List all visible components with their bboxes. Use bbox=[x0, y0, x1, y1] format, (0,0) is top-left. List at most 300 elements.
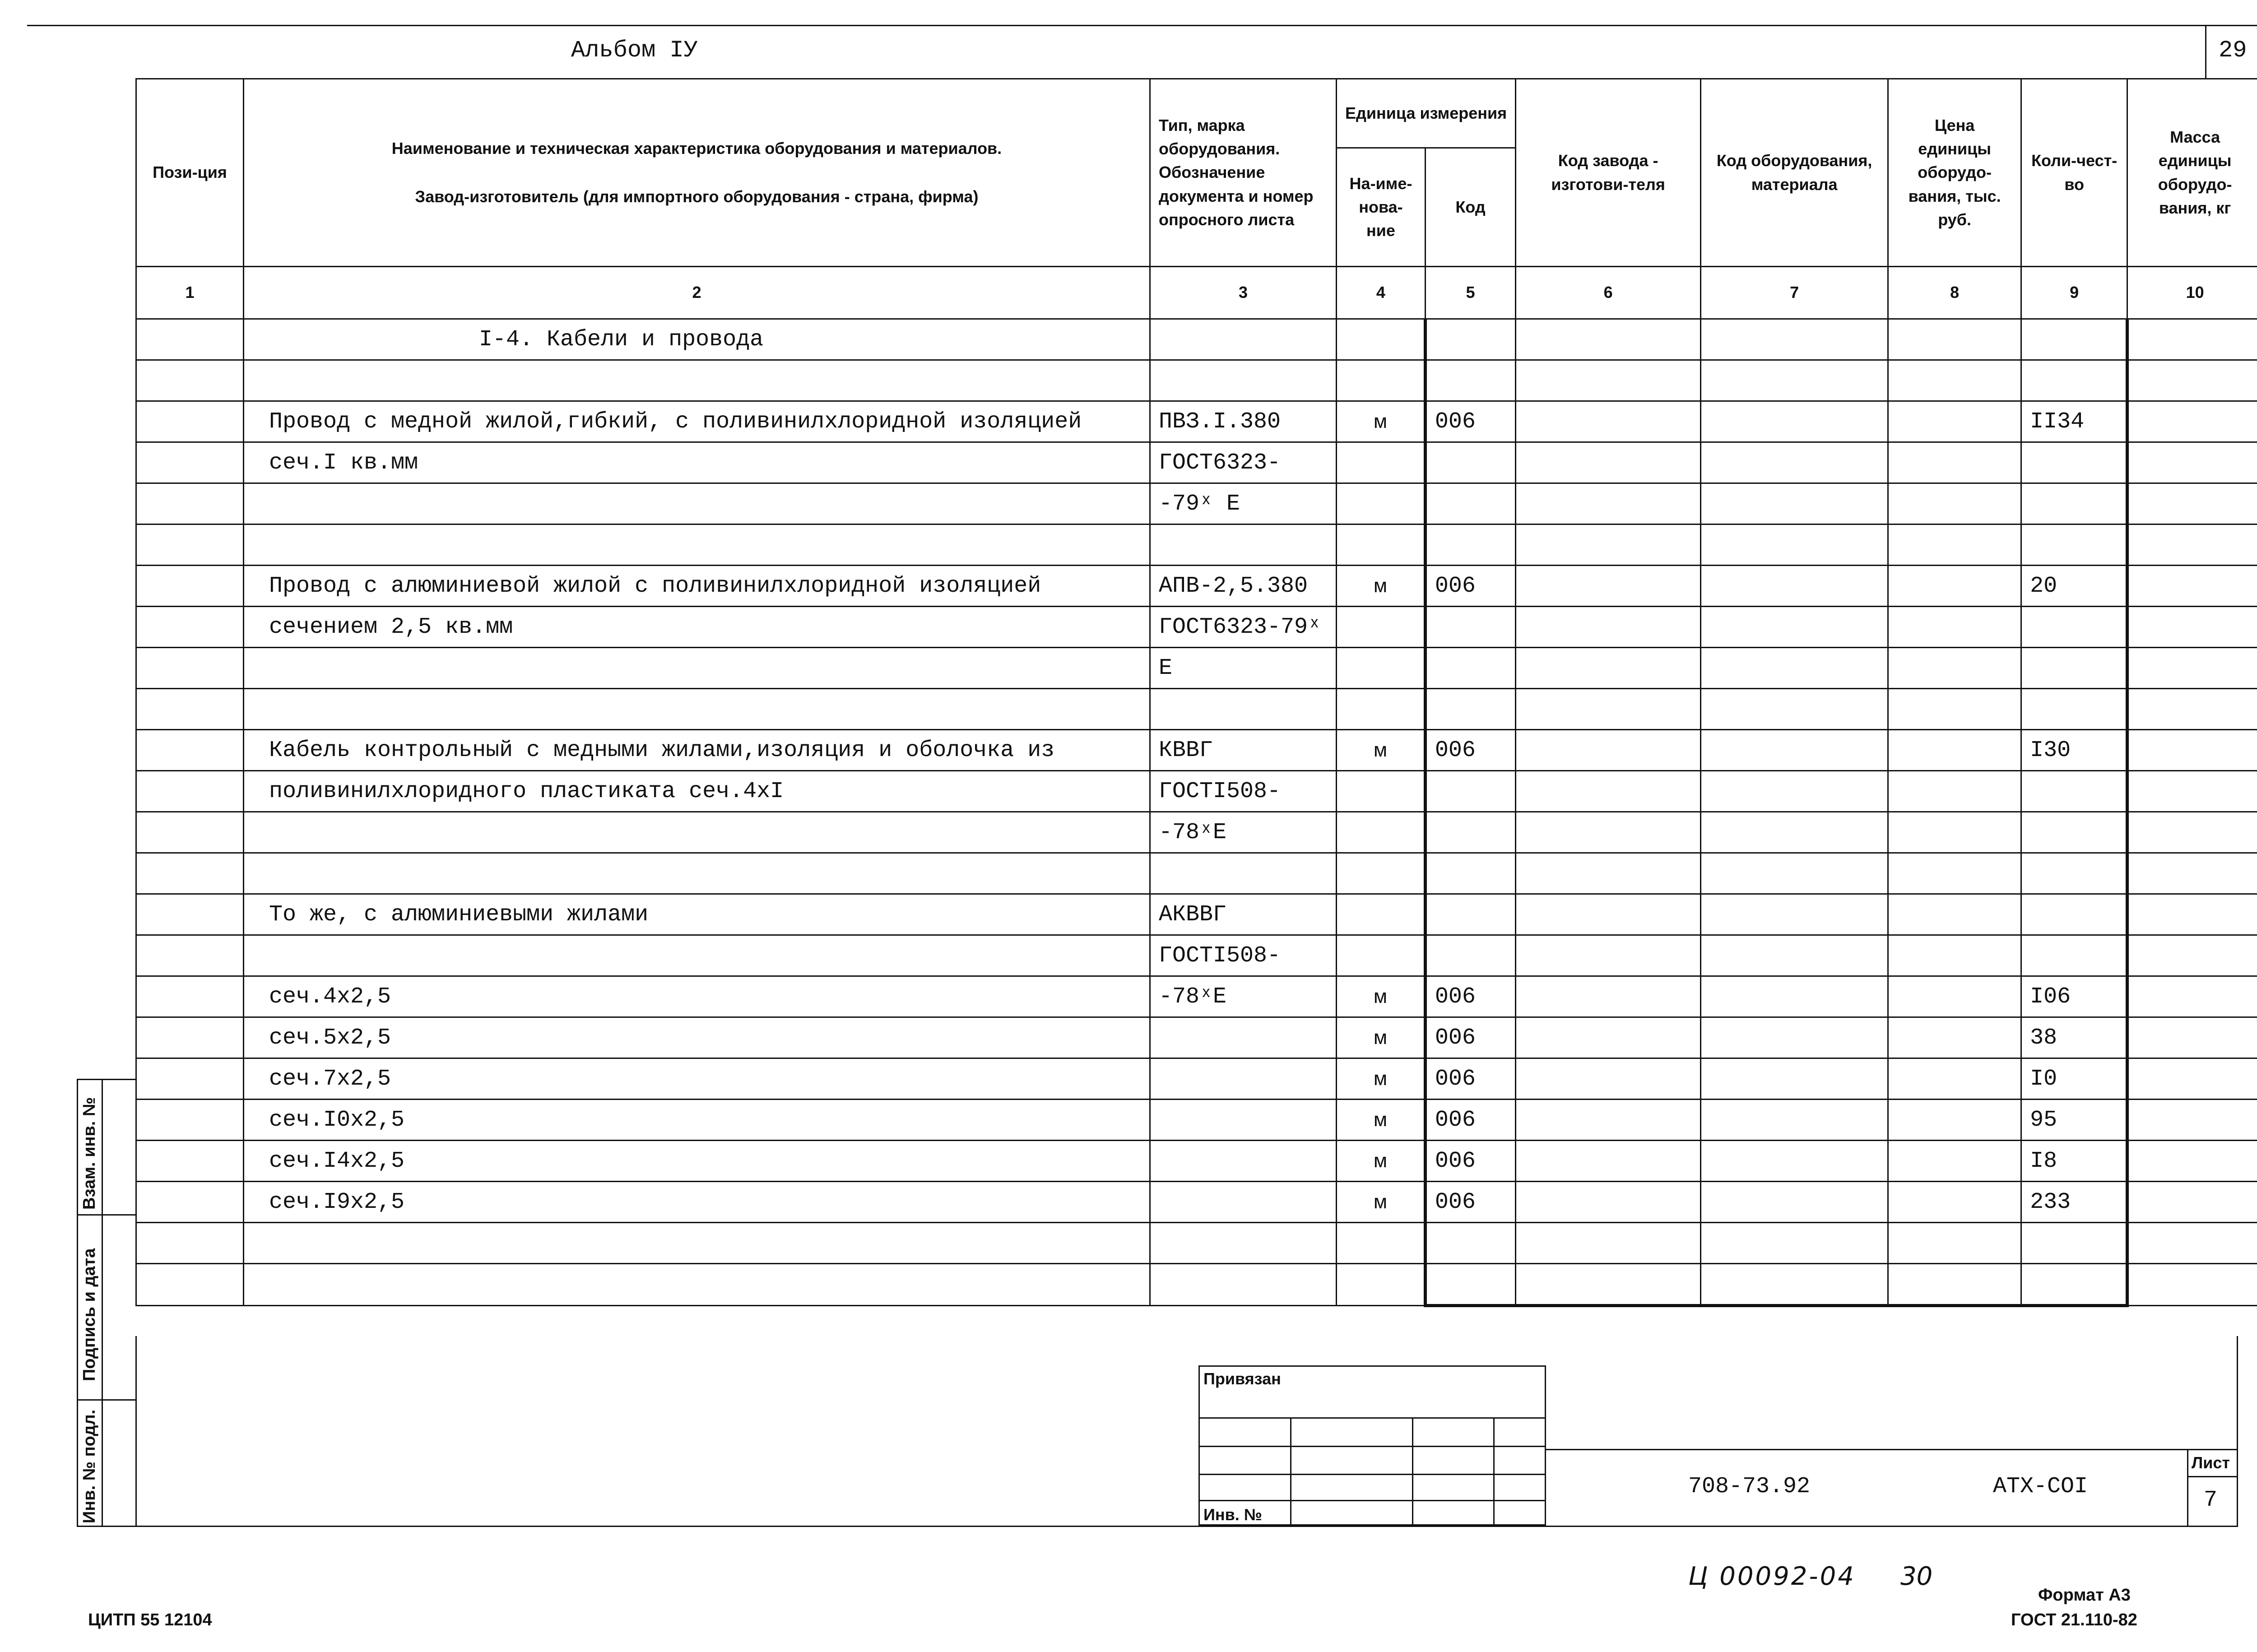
table-cell bbox=[1337, 935, 1426, 976]
table-cell bbox=[1516, 935, 1701, 976]
col-header-type: Тип, марка оборудования. Обозначение документа и номер опросного листа bbox=[1150, 79, 1337, 267]
table-cell bbox=[1701, 976, 1888, 1017]
specification-table bbox=[135, 78, 2257, 1307]
table-cell bbox=[1516, 771, 1701, 812]
item-quantity: 38 bbox=[2021, 1017, 2127, 1058]
table-row bbox=[136, 1017, 2257, 1058]
table-cell bbox=[1516, 648, 1701, 689]
table-cell bbox=[2127, 812, 2257, 853]
item-quantity: 233 bbox=[2021, 1182, 2127, 1223]
table-cell bbox=[1701, 1058, 1888, 1100]
item-name: поливинилхлоридного пластиката сеч.4хI bbox=[244, 771, 1150, 812]
table-cell bbox=[1337, 360, 1426, 401]
table-cell bbox=[1516, 566, 1701, 607]
item-unit-code: 006 bbox=[1425, 730, 1515, 771]
col-header-mass: Масса единицы оборудо-вания, кг bbox=[2127, 79, 2257, 267]
table-cell bbox=[1888, 894, 2021, 935]
table-cell bbox=[2127, 607, 2257, 648]
item-name: Провод с алюминиевой жилой с поливинилхлоридной изоляцией bbox=[244, 566, 1150, 607]
column-number: 9 bbox=[2021, 267, 2127, 319]
table-cell bbox=[1888, 401, 2021, 442]
table-cell bbox=[1425, 771, 1515, 812]
column-number: 10 bbox=[2127, 267, 2257, 319]
col-header-name-line2: Завод-изготовитель (для импортного оборудования - страна, фирма) bbox=[415, 187, 979, 206]
table-cell bbox=[1425, 483, 1515, 524]
item-unit: м bbox=[1337, 1058, 1426, 1100]
table-cell bbox=[1701, 524, 1888, 566]
table-cell bbox=[1150, 360, 1337, 401]
item-name: сеч.I0х2,5 bbox=[244, 1100, 1150, 1141]
table-cell bbox=[1425, 894, 1515, 935]
table-cell bbox=[1701, 730, 1888, 771]
table-cell bbox=[1701, 607, 1888, 648]
table-row bbox=[136, 648, 2257, 689]
table-cell bbox=[1888, 976, 2021, 1017]
table-cell bbox=[244, 1223, 1150, 1264]
table-cell bbox=[1150, 1141, 1337, 1182]
column-number: 4 bbox=[1337, 267, 1426, 319]
item-unit: м bbox=[1337, 1017, 1426, 1058]
table-cell bbox=[1337, 524, 1426, 566]
table-cell bbox=[1701, 360, 1888, 401]
table-row bbox=[136, 730, 2257, 771]
table-cell bbox=[136, 771, 244, 812]
table-cell bbox=[136, 319, 244, 360]
column-number: 5 bbox=[1425, 267, 1515, 319]
item-unit-code: 006 bbox=[1425, 401, 1515, 442]
item-type: АКВВГ bbox=[1150, 894, 1337, 935]
frame-bottom bbox=[135, 1526, 2238, 1527]
table-cell bbox=[2021, 689, 2127, 730]
table-cell bbox=[1516, 1141, 1701, 1182]
table-cell bbox=[1337, 771, 1426, 812]
column-number: 8 bbox=[1888, 267, 2021, 319]
table-cell bbox=[1337, 689, 1426, 730]
table-cell bbox=[1150, 319, 1337, 360]
table-cell bbox=[136, 1223, 244, 1264]
table-cell bbox=[244, 648, 1150, 689]
item-name: То же, с алюминиевыми жилами bbox=[244, 894, 1150, 935]
table-cell bbox=[244, 524, 1150, 566]
item-quantity: I8 bbox=[2021, 1141, 2127, 1182]
item-name: сеч.I4х2,5 bbox=[244, 1141, 1150, 1182]
table-cell bbox=[1888, 1141, 2021, 1182]
sheet-box-mid bbox=[2187, 1476, 2238, 1477]
item-quantity: II34 bbox=[2021, 401, 2127, 442]
table-cell bbox=[1516, 483, 1701, 524]
item-name: сечением 2,5 кв.мм bbox=[244, 607, 1150, 648]
table-cell bbox=[2021, 319, 2127, 360]
table-cell bbox=[1888, 1223, 2021, 1264]
item-unit-code: 006 bbox=[1425, 566, 1515, 607]
table-cell bbox=[2127, 1141, 2257, 1182]
item-unit-code: 006 bbox=[1425, 1141, 1515, 1182]
album-title: Альбом IУ bbox=[571, 37, 698, 64]
table-cell bbox=[2127, 771, 2257, 812]
table-cell bbox=[1516, 853, 1701, 894]
table-cell bbox=[2127, 1223, 2257, 1264]
item-unit: м bbox=[1337, 730, 1426, 771]
item-unit-code: 006 bbox=[1425, 1100, 1515, 1141]
table-cell bbox=[1888, 1100, 2021, 1141]
title-block-top bbox=[1546, 1449, 2238, 1450]
table-cell bbox=[1337, 894, 1426, 935]
table-cell bbox=[1701, 1100, 1888, 1141]
table-cell bbox=[1425, 812, 1515, 853]
table-row bbox=[136, 524, 2257, 566]
gost-label: ГОСТ 21.110-82 bbox=[2011, 1610, 2137, 1629]
item-unit-code: 006 bbox=[1425, 976, 1515, 1017]
table-cell bbox=[2021, 1223, 2127, 1264]
table-row bbox=[136, 812, 2257, 853]
column-number: 3 bbox=[1150, 267, 1337, 319]
table-cell bbox=[2021, 853, 2127, 894]
table-cell bbox=[2021, 648, 2127, 689]
table-cell bbox=[1888, 730, 2021, 771]
table-cell bbox=[136, 1141, 244, 1182]
doc-code: 708-73.92 bbox=[1688, 1474, 1811, 1499]
col-header-name-line1: Наименование и техническая характеристика оборудования и материалов. bbox=[391, 139, 1002, 158]
table-cell bbox=[136, 894, 244, 935]
binding-stamp bbox=[1198, 1365, 1546, 1526]
table-row bbox=[136, 1100, 2257, 1141]
col-header-quantity: Коли-чест-во bbox=[2021, 79, 2127, 267]
item-unit-code: 006 bbox=[1425, 1182, 1515, 1223]
table-cell bbox=[1516, 689, 1701, 730]
table-row bbox=[136, 894, 2257, 935]
col-header-position: Пози-ция bbox=[136, 79, 244, 267]
frame-left-bottom bbox=[135, 1336, 137, 1526]
sheet-label: Лист bbox=[2192, 1453, 2230, 1472]
item-quantity: I0 bbox=[2021, 1058, 2127, 1100]
table-cell bbox=[1888, 1264, 2021, 1306]
table-cell bbox=[1150, 689, 1337, 730]
table-cell bbox=[1150, 1182, 1337, 1223]
col-header-factory-code: Код завода - изготови-теля bbox=[1516, 79, 1701, 267]
column-number: 1 bbox=[136, 267, 244, 319]
table-cell bbox=[1888, 524, 2021, 566]
item-type: ГОСТI508- bbox=[1150, 771, 1337, 812]
table-cell bbox=[1516, 894, 1701, 935]
table-cell bbox=[1337, 648, 1426, 689]
table-cell bbox=[1701, 812, 1888, 853]
table-cell bbox=[2021, 935, 2127, 976]
table-cell bbox=[2127, 1182, 2257, 1223]
table-cell bbox=[1425, 607, 1515, 648]
column-number: 7 bbox=[1701, 267, 1888, 319]
item-name: Провод с медной жилой,гибкий, с поливинилхлоридной изоляцией bbox=[244, 401, 1150, 442]
table-cell bbox=[1337, 607, 1426, 648]
table-cell bbox=[1337, 442, 1426, 483]
item-unit: м bbox=[1337, 1182, 1426, 1223]
table-cell bbox=[2127, 1100, 2257, 1141]
table-cell bbox=[1425, 1223, 1515, 1264]
table-row bbox=[136, 1141, 2257, 1182]
table-row bbox=[136, 935, 2257, 976]
table-cell bbox=[136, 1017, 244, 1058]
table-cell bbox=[1337, 319, 1426, 360]
column-number: 2 bbox=[244, 267, 1150, 319]
item-name: сеч.I9х2,5 bbox=[244, 1182, 1150, 1223]
col-header-unit-group: Единица измерения bbox=[1337, 79, 1516, 148]
table-cell bbox=[1516, 442, 1701, 483]
table-cell bbox=[1701, 1182, 1888, 1223]
side-strip-div1 bbox=[77, 1214, 135, 1216]
table-cell bbox=[1516, 812, 1701, 853]
table-cell bbox=[136, 566, 244, 607]
item-type: -78ˣЕ bbox=[1150, 812, 1337, 853]
table-cell bbox=[1888, 566, 2021, 607]
item-type: АПВ-2,5.380 bbox=[1150, 566, 1337, 607]
item-unit: м bbox=[1337, 1100, 1426, 1141]
table-cell bbox=[1150, 853, 1337, 894]
table-cell bbox=[1150, 524, 1337, 566]
table-cell bbox=[1888, 648, 2021, 689]
item-name: Кабель контрольный с медными жилами,изоляция и оболочка из bbox=[244, 730, 1150, 771]
table-cell bbox=[2021, 524, 2127, 566]
table-cell bbox=[136, 648, 244, 689]
table-cell bbox=[1425, 935, 1515, 976]
table-row bbox=[136, 607, 2257, 648]
table-row bbox=[136, 976, 2257, 1017]
table-cell bbox=[244, 812, 1150, 853]
column-number: 6 bbox=[1516, 267, 1701, 319]
table-cell bbox=[1425, 319, 1515, 360]
page-number: 29 bbox=[2219, 37, 2247, 64]
col-header-unit-code: Код bbox=[1425, 148, 1515, 267]
table-cell bbox=[1425, 689, 1515, 730]
table-row bbox=[136, 319, 2257, 360]
table-cell bbox=[1701, 401, 1888, 442]
table-cell bbox=[1888, 607, 2021, 648]
item-type: -78ˣЕ bbox=[1150, 976, 1337, 1017]
table-row bbox=[136, 689, 2257, 730]
table-row bbox=[136, 483, 2257, 524]
side-strip-left bbox=[77, 1079, 78, 1526]
table-cell bbox=[2127, 360, 2257, 401]
table-cell bbox=[1516, 1264, 1701, 1306]
section-title: I-4. Кабели и провода bbox=[244, 319, 1150, 360]
table-cell bbox=[2127, 401, 2257, 442]
item-quantity: 95 bbox=[2021, 1100, 2127, 1141]
item-type: ПВЗ.I.380 bbox=[1150, 401, 1337, 442]
table-cell bbox=[1701, 853, 1888, 894]
table-cell bbox=[136, 442, 244, 483]
label-vzam-inv: Взам. инв. № bbox=[80, 1097, 99, 1210]
item-type: -79ˣ Е bbox=[1150, 483, 1337, 524]
side-strip-bottom bbox=[77, 1526, 135, 1527]
table-cell bbox=[2127, 566, 2257, 607]
sheet-box-left bbox=[2187, 1449, 2188, 1526]
table-cell bbox=[1425, 524, 1515, 566]
table-row bbox=[136, 1182, 2257, 1223]
table-cell bbox=[2127, 1017, 2257, 1058]
table-row bbox=[136, 360, 2257, 401]
table-row bbox=[136, 771, 2257, 812]
table-cell bbox=[2021, 360, 2127, 401]
table-cell bbox=[2021, 771, 2127, 812]
table-row bbox=[136, 442, 2257, 483]
table-cell bbox=[1516, 1182, 1701, 1223]
table-cell bbox=[136, 401, 244, 442]
table-cell bbox=[1701, 648, 1888, 689]
doc-mark: АТХ-COI bbox=[1993, 1474, 2088, 1499]
table-cell bbox=[1888, 771, 2021, 812]
table-cell bbox=[136, 524, 244, 566]
table-cell bbox=[244, 935, 1150, 976]
table-cell bbox=[2127, 483, 2257, 524]
table-cell bbox=[1150, 1100, 1337, 1141]
table-cell bbox=[1888, 1182, 2021, 1223]
table-cell bbox=[1516, 1100, 1701, 1141]
table-cell bbox=[2021, 812, 2127, 853]
table-cell bbox=[2127, 976, 2257, 1017]
sheet-number: 7 bbox=[2204, 1487, 2218, 1513]
table-cell bbox=[2127, 442, 2257, 483]
side-strip-mid bbox=[102, 1079, 103, 1526]
table-cell bbox=[1888, 483, 2021, 524]
table-cell bbox=[244, 1264, 1150, 1306]
table-cell bbox=[1701, 894, 1888, 935]
stamp-col-1 bbox=[1290, 1417, 1291, 1526]
table-body bbox=[136, 319, 2257, 1306]
table-cell bbox=[1150, 1017, 1337, 1058]
stamp-privyazan: Привязан bbox=[1203, 1369, 1281, 1388]
handwritten-code: Ц 00092-04 bbox=[1688, 1562, 1856, 1591]
table-cell bbox=[1516, 1058, 1701, 1100]
table-cell bbox=[1888, 360, 2021, 401]
table-cell bbox=[2127, 1264, 2257, 1306]
print-code: ЦИТП 55 12104 bbox=[88, 1610, 212, 1629]
table-cell bbox=[1888, 853, 2021, 894]
table-cell bbox=[136, 812, 244, 853]
table-cell bbox=[1425, 360, 1515, 401]
col-header-unit-name: На-име-нова-ние bbox=[1337, 148, 1426, 267]
table-cell bbox=[1516, 607, 1701, 648]
table-cell bbox=[2127, 935, 2257, 976]
table-cell bbox=[136, 607, 244, 648]
table-cell bbox=[1337, 1264, 1426, 1306]
table-cell bbox=[2021, 442, 2127, 483]
table-cell bbox=[2127, 853, 2257, 894]
stamp-col-2 bbox=[1412, 1417, 1413, 1526]
table-cell bbox=[1150, 1058, 1337, 1100]
table-cell bbox=[1888, 689, 2021, 730]
table-cell bbox=[2021, 894, 2127, 935]
table-cell bbox=[1701, 442, 1888, 483]
side-strip-div2 bbox=[77, 1399, 135, 1401]
table-cell bbox=[1337, 1223, 1426, 1264]
table-cell bbox=[2127, 894, 2257, 935]
table-cell bbox=[1425, 442, 1515, 483]
table-cell bbox=[1516, 524, 1701, 566]
table-cell bbox=[136, 1264, 244, 1306]
table-cell bbox=[2127, 689, 2257, 730]
item-unit: м bbox=[1337, 566, 1426, 607]
table-cell bbox=[1701, 483, 1888, 524]
table-cell bbox=[2127, 524, 2257, 566]
table-cell bbox=[244, 483, 1150, 524]
item-name: сеч.I кв.мм bbox=[244, 442, 1150, 483]
item-name: сеч.5х2,5 bbox=[244, 1017, 1150, 1058]
table-cell bbox=[1337, 483, 1426, 524]
table-cell bbox=[1888, 935, 2021, 976]
table-cell bbox=[244, 689, 1150, 730]
table-cell bbox=[1888, 319, 2021, 360]
table-cell bbox=[1701, 319, 1888, 360]
item-type: ГОСТ6323-79ˣ bbox=[1150, 607, 1337, 648]
col-header-name bbox=[244, 79, 1150, 267]
table-row bbox=[136, 1058, 2257, 1100]
stamp-inv-no: Инв. № bbox=[1203, 1505, 1262, 1524]
table-row bbox=[136, 401, 2257, 442]
label-podpis-data: Подпись и дата bbox=[80, 1248, 99, 1381]
table-cell bbox=[2021, 483, 2127, 524]
handwritten-number: 30 bbox=[1900, 1562, 1933, 1591]
table-cell bbox=[2127, 319, 2257, 360]
table-cell bbox=[1701, 1223, 1888, 1264]
table-cell bbox=[2021, 1264, 2127, 1306]
table-cell bbox=[1516, 1017, 1701, 1058]
table-cell bbox=[1888, 1058, 2021, 1100]
table-cell bbox=[136, 935, 244, 976]
side-strip-top bbox=[77, 1079, 135, 1080]
table-cell bbox=[1425, 648, 1515, 689]
item-type: ГОСТ6323- bbox=[1150, 442, 1337, 483]
page-number-box-left bbox=[2205, 25, 2206, 79]
table-cell bbox=[2127, 1058, 2257, 1100]
col-header-price: Цена единицы оборудо-вания, тыс. руб. bbox=[1888, 79, 2021, 267]
table-cell bbox=[136, 689, 244, 730]
table-cell bbox=[1701, 1017, 1888, 1058]
table-cell bbox=[1516, 1223, 1701, 1264]
table-cell bbox=[1337, 853, 1426, 894]
item-quantity: 20 bbox=[2021, 566, 2127, 607]
item-unit-code: 006 bbox=[1425, 1058, 1515, 1100]
item-unit: м bbox=[1337, 401, 1426, 442]
table-cell bbox=[1701, 1141, 1888, 1182]
item-type: Е bbox=[1150, 648, 1337, 689]
table-cell bbox=[1516, 730, 1701, 771]
table-cell bbox=[1516, 976, 1701, 1017]
item-unit: м bbox=[1337, 1141, 1426, 1182]
stamp-col-3 bbox=[1493, 1417, 1495, 1526]
table-cell bbox=[136, 853, 244, 894]
table-cell bbox=[1425, 1264, 1515, 1306]
table-cell bbox=[1701, 935, 1888, 976]
col-header-equipment-code: Код оборудования, материала bbox=[1701, 79, 1888, 267]
table-cell bbox=[136, 976, 244, 1017]
label-inv-podl: Инв. № подл. bbox=[80, 1409, 99, 1523]
table-row bbox=[136, 1264, 2257, 1306]
table-cell bbox=[1150, 1264, 1337, 1306]
item-name: сеч.7х2,5 bbox=[244, 1058, 1150, 1100]
item-name: сеч.4х2,5 bbox=[244, 976, 1150, 1017]
table-cell bbox=[136, 1100, 244, 1141]
table-cell bbox=[1888, 1017, 2021, 1058]
table-cell bbox=[1701, 1264, 1888, 1306]
table-cell bbox=[136, 360, 244, 401]
table-cell bbox=[1516, 319, 1701, 360]
table-cell bbox=[1701, 771, 1888, 812]
table-cell bbox=[136, 483, 244, 524]
table-cell bbox=[136, 1058, 244, 1100]
table-cell bbox=[136, 1182, 244, 1223]
table-cell bbox=[2127, 648, 2257, 689]
item-type: КВВГ bbox=[1150, 730, 1337, 771]
item-unit-code: 006 bbox=[1425, 1017, 1515, 1058]
item-quantity: I30 bbox=[2021, 730, 2127, 771]
